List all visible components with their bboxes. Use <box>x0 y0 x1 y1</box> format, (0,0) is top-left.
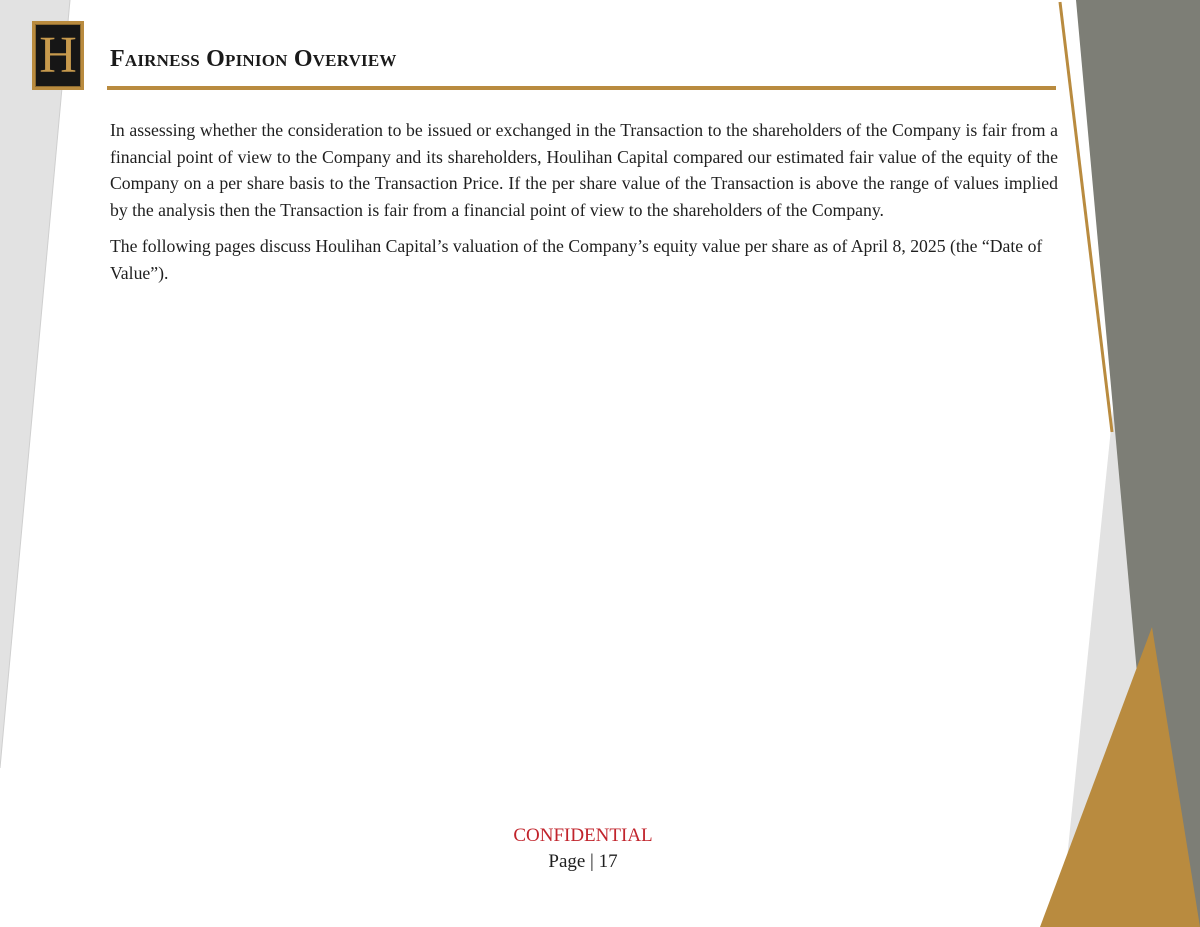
page-title: Fairness Opinion Overview <box>110 46 397 72</box>
page-number: Page | 17 <box>548 851 618 872</box>
body-content <box>110 117 1058 297</box>
logo-letter: H <box>35 24 81 87</box>
title-underline <box>107 86 1056 90</box>
page-footer <box>400 823 766 875</box>
paragraph-valuation-date: The following pages discuss Houlihan Capital’s valuation of the Company’s equity value per share as of April 8, 2025 (the “Date of Value”). <box>110 236 1043 283</box>
paragraph-assessment: In assessing whether the consideration to be issued or exchanged in the Transaction to the shareholders of the Company is fair from a financial point of view to the Company and its shareholders, Houlihan Capital compared our estimated fair value of the equity of the Company on a per share basis to the Transaction Price. If the per share value of the Transaction is above the range of values implied by the analysis then the Transaction is fair from a financial point of view to the shareholders of the Company. <box>110 120 1058 220</box>
confidential-label: CONFIDENTIAL <box>513 825 653 846</box>
company-logo <box>32 21 84 90</box>
